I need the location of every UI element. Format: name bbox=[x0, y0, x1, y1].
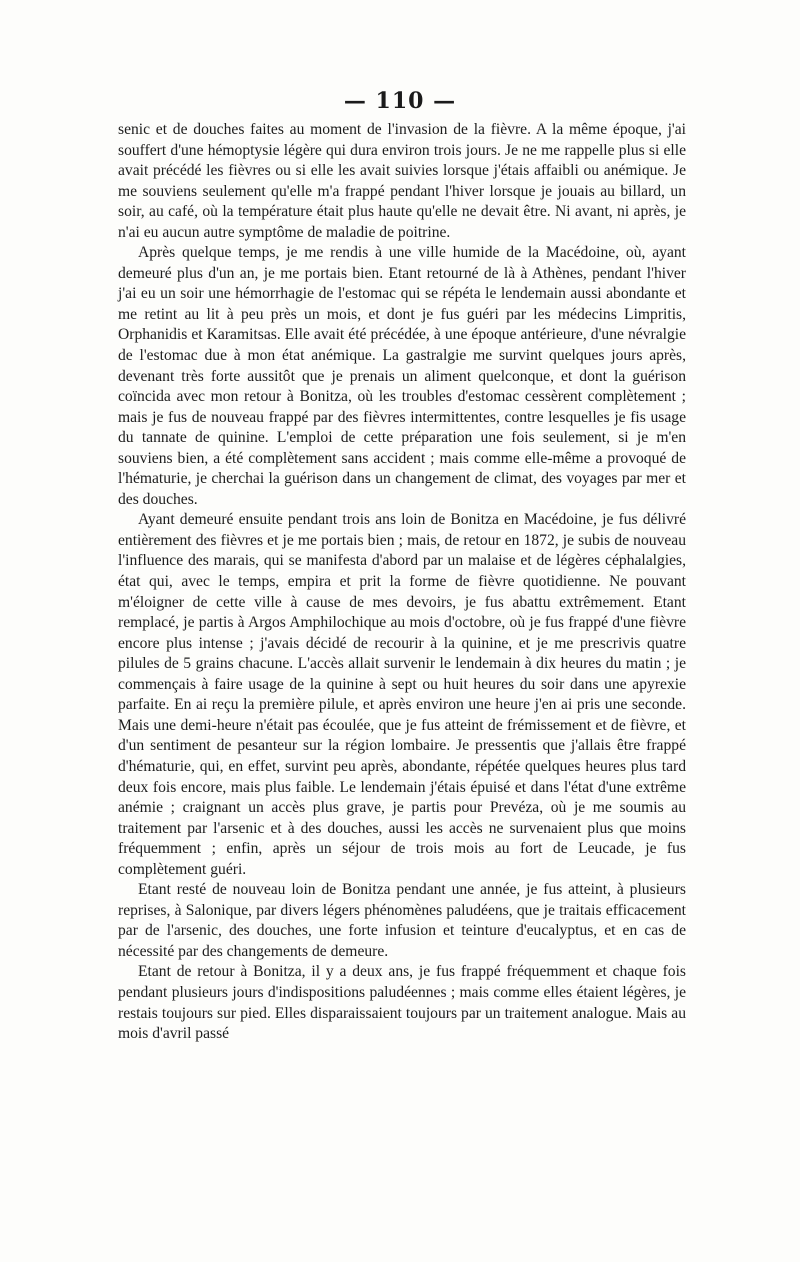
paragraph-4: Etant resté de nouveau loin de Bonitza pendant une année, je fus atteint, à plusieurs reprises, à Salonique, par divers légers phénomènes paludéens, que je traitais efficacement par de l'arsenic, des douches, une forte infusion et teinture d'eucalyptus, et en cas de nécessité par des changements de demeure. bbox=[118, 881, 686, 960]
page-number: — 110 — bbox=[343, 88, 457, 114]
paragraph-5: Etant de retour à Bonitza, il y a deux ans, je fus frappé fréquemment et chaque fois pendant plusieurs jours d'indispositions paludéennes ; mais comme elles étaient légères, je restais toujours sur pied. Elles disparaissaient toujours par un traitement analogue. Mais au mois d'avril passé bbox=[118, 963, 686, 1043]
paragraph-2: Après quelque temps, je me rendis à une ville humide de la Macédoine, où, ayant demeuré plus d'un an, je me portais bien. Etant retourné de là à Athènes, pendant l'hiver j'ai eu un soir une hémorrhagie de l'estomac qui se répéta le lendemain aussi abondante et me retint au lit à peu près un mois, et dont je fus guéri par les médecins Limpritis, Orphanidis et Karamitsas. Elle avait été précédée, à une époque antérieure, d'une névralgie de l'estomac due à mon état anémique. La gastralgie me survint quelques jours après, devenant très forte aussitôt que je prenais un aliment quelconque, et dont la guérison coïncida avec mon retour à Bonitza, où les troubles d'estomac cessèrent complètement ; mais je fus de nouveau frappé par des fièvres intermittentes, contre lesquelles je fis usage du tannate de quinine. L'emploi de cette préparation une fois seulement, si je m'en souviens bien, a été complètement sans accident ; mais comme elle-même a provoqué de l'hématurie, je cherchai la guérison dans un changement de climat, des voyages par mer et des douches. bbox=[118, 244, 686, 508]
body-text bbox=[118, 120, 686, 1045]
paragraph-3: Ayant demeuré ensuite pendant trois ans loin de Bonitza en Macédoine, je fus délivré entièrement des fièvres et je me portais bien ; mais, de retour en 1872, je subis de nouveau l'influence des marais, qui se manifesta d'abord par un malaise et de légères céphalalgies, état qui, avec le temps, empira et prit la forme de fièvre quotidienne. Ne pouvant m'éloigner de cette ville à cause de mes devoirs, je fus abattu extrêmement. Etant remplacé, je partis à Argos Amphilochique au mois d'octobre, où je fus frappé d'une fièvre encore plus intense ; j'avais décidé de recourir à la quinine, et je me prescrivis quatre pilules de 5 grains chacune. L'accès allait survenir le lendemain à dix heures du matin ; je commençais à faire usage de la quinine à sept ou huit heures du soir dans une apyrexie parfaite. En ai reçu la première pilule, et après environ une heure j'en ai pris une seconde. Mais une demi-heure n'était pas écoulée, que je fus atteint de frémissement et de fièvre, et d'un sentiment de pesanteur sur la région lombaire. Je pressentis que j'allais être frappé d'hématurie, qui, en effet, survint peu après, abondante, répétée quelques heures plus tard deux fois encore, mais plus faible. Le lendemain j'étais épuisé et dans l'état d'une extrême anémie ; craignant un accès plus grave, je partis pour Prevéza, où je me soumis au traitement par l'arsenic et à des douches, aussi les accès ne survenaient plus que moins fréquemment ; enfin, après un séjour de trois mois au fort de Leucade, je fus complètement guéri. bbox=[118, 511, 686, 878]
paragraph-1: senic et de douches faites au moment de l'invasion de la fièvre. A la même époque, j'ai souffert d'une hémoptysie légère qui dura environ trois jours. Je ne me rappelle plus si elle avait précédé les fièvres ou si elle les avait suivies lorsque j'étais affaibli ou anémique. Je me souviens seulement qu'elle m'a frappé pendant l'hiver lorsque je jouais au billard, un soir, au café, où la température était plus haute qu'elle ne devait être. Ni avant, ni après, je n'ai eu aucun autre symptôme de maladie de poitrine. bbox=[118, 121, 686, 241]
